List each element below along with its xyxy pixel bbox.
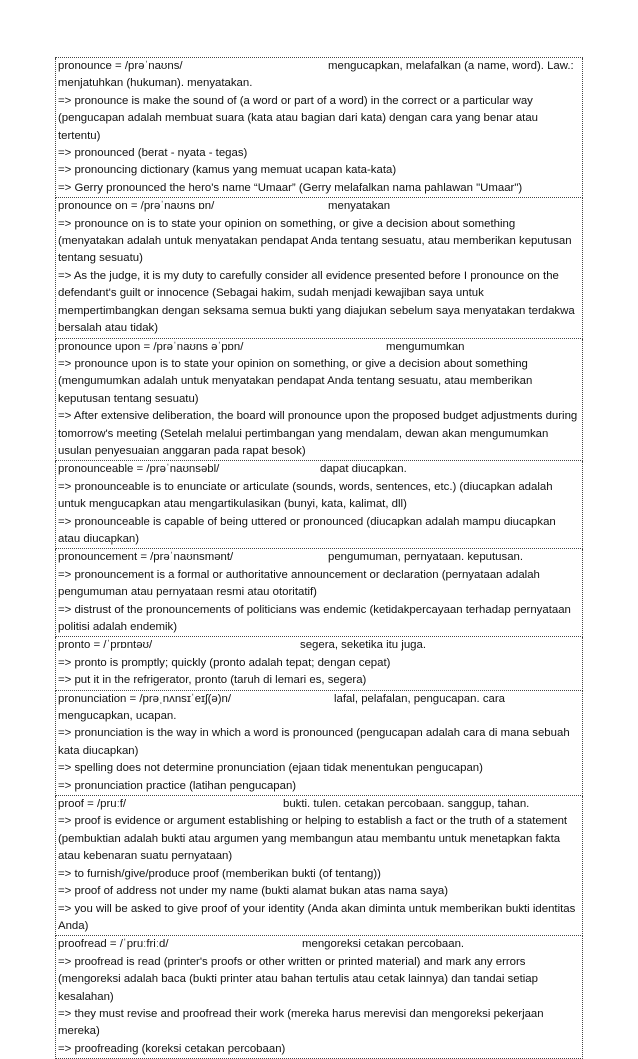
entry-example-line: => to furnish/give/produce proof (memberikan bukti (of tentang)) [58, 867, 381, 880]
entry-headword-line [58, 461, 580, 478]
dictionary-entry [55, 637, 583, 690]
dictionary-entry [55, 936, 583, 1059]
entry-example-line: => pronunciation practice (latihan pengucapan) [58, 779, 297, 792]
entry-headword-line [58, 637, 580, 654]
entry-headword: pronounce upon = /prəˈnaʊns əˈpɒn/ [58, 340, 244, 353]
entry-headword-line [58, 691, 580, 726]
entry-meaning: lafal, pelafalan, pengucapan. cara mengucapkan, ucapan. [58, 692, 505, 723]
entry-example-line: => distrust of the pronouncements of politicians was endemic (ketidakpercayaan terhadap pernyataan politisi adalah endemik) [58, 603, 571, 633]
entry-example-line: => Gerry pronounced the hero's name “Umaar” (Gerry melafalkan nama pahlawan "Umaar") [58, 181, 523, 194]
entry-example-line: => they must revise and proofread their work (mereka harus merevisi dan mengoreksi pekerjaan mereka) [58, 1007, 544, 1038]
dictionary-entry [55, 339, 583, 462]
entry-meaning: dapat diucapkan. [320, 463, 407, 476]
entry-headword: proofread = /ˈpruːfriːd/ [58, 938, 169, 951]
entry-example-line: => proof is evidence or argument establishing or helping to establish a fact or the truth of a statement (pembuktian adalah bukti atau argumen yang membangun atau membantu untuk menetapkan fakta atau kebenaran suatu pernyataan) [58, 815, 568, 863]
entry-headword-line [58, 936, 580, 953]
entry-headword: proof = /pruːf/ [58, 798, 127, 811]
entry-example-line: => After extensive deliberation, the board will pronounce upon the proposed budget adjustments during tomorrow's meeting (Setelah melalui pertimbangan yang mendalam, dewan akan mengumumkan usulan penyesuaian anggaran pada rapat besok) [58, 410, 578, 457]
entry-example-line: => you will be asked to give proof of your identity (Anda akan diminta untuk memberikan bukti identitas Anda) [58, 902, 576, 932]
entry-example-line: => pronounce is make the sound of (a word or part of a word) in the correct or a particular way (pengucapan adalah membuat suara (kata atau bagian dari kata) dengan cara yang benar atau tertentu) [58, 94, 539, 142]
entry-example-line: => proof of address not under my name (bukti alamat bukan atas nama saya) [58, 885, 449, 898]
entry-example-line: => pronounceable is to enunciate or articulate (sounds, words, sentences, etc.) (diucapkan adalah untuk mengucapkan atau mengartikulasikan (bunyi, kata, kalimat, dll) [58, 480, 553, 511]
entry-meaning: menyatakan [328, 200, 391, 213]
dictionary-entry [55, 198, 583, 338]
dictionary-entry [55, 691, 583, 796]
entry-example-line: => As the judge, it is my duty to carefully consider all evidence presented before I pronounce on the defendant's guilt or innocence (Sebagai hakim, sudah menjadi kewajiban saya untuk mempertimbangkan dengan seksama semua bukti yang diajukan sebelum saya menyatakan terdakwa bersalah atau tidak) [58, 269, 575, 335]
entry-meaning: bukti. tulen. cetakan percobaan. sanggup, tahan. [283, 798, 530, 811]
entry-headword-line [58, 58, 580, 93]
dictionary-entry [55, 796, 583, 936]
entry-example-line: => pronounced (berat - nyata - tegas) [58, 147, 248, 160]
entry-meaning: segera, seketika itu juga. [300, 639, 427, 652]
entry-headword: pronunciation = /prəˌnʌnsɪˈeɪʃ(ə)n/ [58, 692, 232, 705]
entry-example-line: => spelling does not determine pronunciation (ejaan tidak menentukan pengucapan) [58, 762, 483, 775]
entry-example-line: => pronto is promptly; quickly (pronto adalah tepat; dengan cepat) [58, 656, 391, 669]
entry-example-line: => pronunciation is the way in which a word is pronounced (pengucapan adalah cara di mana sebuah kata diucapkan) [58, 727, 570, 757]
entry-meaning: pengumuman, pernyataan. keputusan. [328, 551, 524, 564]
entry-headword: pronounce on = /prəˈnaʊns ɒn/ [58, 200, 215, 213]
entry-headword: pronounce = /prəˈnaʊns/ [58, 60, 183, 72]
entry-example-line: => pronouncing dictionary (kamus yang memuat ucapan kata-kata) [58, 164, 397, 177]
entry-meaning: mengumumkan [386, 340, 465, 353]
entry-headword-line [58, 198, 580, 215]
entry-example-line: => pronounceable is capable of being uttered or pronounced (diucapkan adalah mampu diucapkan atau diucapkan) [58, 515, 556, 545]
entry-example-line: => proofreading (koreksi cetakan percobaan) [58, 1042, 286, 1055]
entry-headword: pronounceable = /prəˈnaʊnsəbl/ [58, 463, 220, 476]
entry-example-line: => pronounce upon is to state your opinion on something, or give a decision about something (mengumumkan adalah untuk menyatakan pendapat Anda tentang sesuatu, atau memberikan keputusan tentang sesuatu) [58, 357, 533, 405]
dictionary-entry [55, 549, 583, 637]
entry-example-line: => pronouncement is a formal or authoritative announcement or declaration (pernyataan adalah pengumuman atau pernyataan resmi atau otoritatif) [58, 568, 540, 599]
dictionary-entry [55, 461, 583, 549]
entry-example-line: => pronounce on is to state your opinion on something, or give a decision about something (menyatakan adalah untuk menyatakan pendapat Anda tentang sesuatu, atau memberikan keputusan tentang sesuatu) [58, 217, 572, 265]
entry-meaning: mengucapkan, melafalkan (a name, word). Law.: menjatuhkan (hukuman). menyatakan. [58, 60, 574, 90]
entry-example-line: => put it in the refrigerator, pronto (taruh di lemari es, segera) [58, 674, 367, 687]
dictionary-entry [55, 58, 583, 198]
entry-headword-line [58, 339, 580, 356]
entry-example-line: => proofread is read (printer's proofs or other written or printed material) and mark any errors (mengoreksi adalah baca (bukti printer atau bahan tertulis atau cetak lainnya) dan tandai setiap kesalahan) [58, 955, 538, 1003]
dictionary-page [55, 57, 583, 1059]
entry-headword-line [58, 549, 580, 566]
entry-headword-line [58, 796, 580, 813]
entry-headword: pronouncement = /prəˈnaʊnsmənt/ [58, 551, 234, 564]
entry-headword: pronto = /ˈprɒntəʊ/ [58, 639, 153, 652]
entry-meaning: mengoreksi cetakan percobaan. [302, 938, 465, 951]
